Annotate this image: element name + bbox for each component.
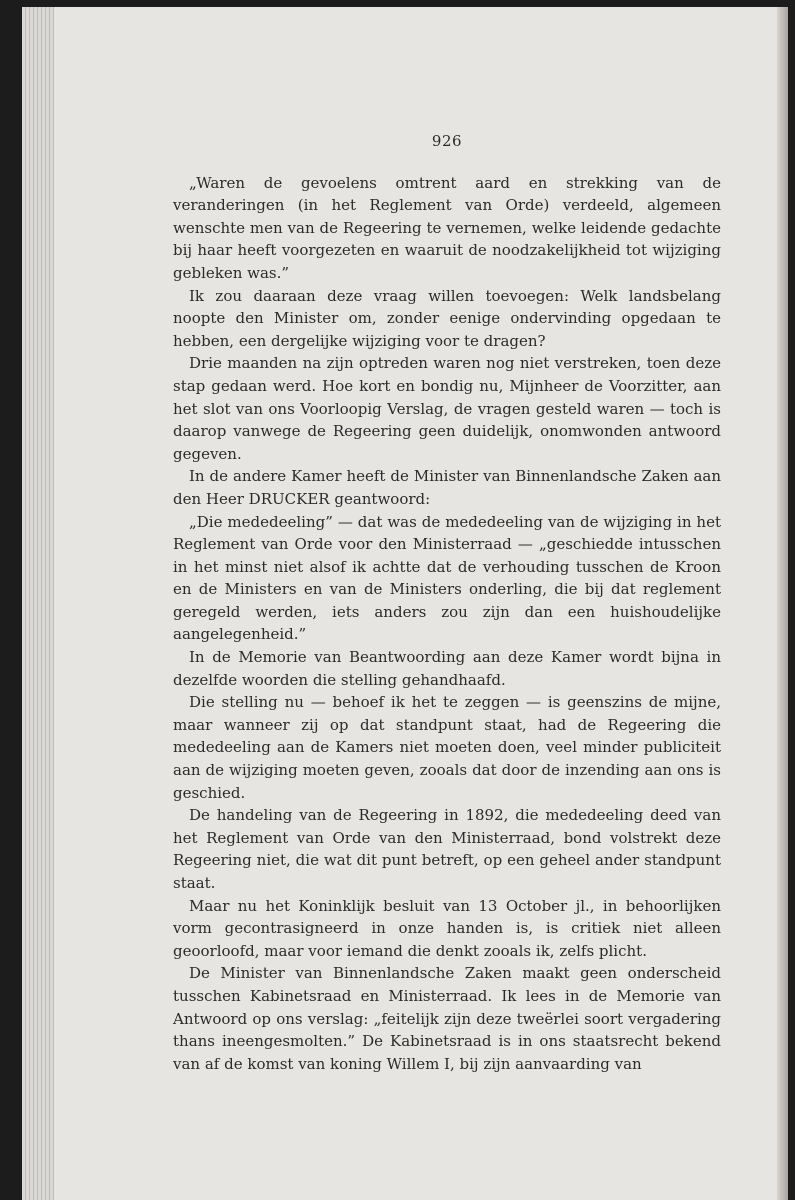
paragraph: De handeling van de Regeering in 1892, die mededeeling deed van het Reglement van Orde van den Ministerraad, bond volstrekt deze Regeering niet, die wat dit punt betreft, op een geheel ander standpunt staat. <box>173 806 721 892</box>
paragraph: In de andere Kamer heeft de Minister van Binnenlandsche Zaken aan den Heer DRUCKER geantwoord: <box>173 467 721 508</box>
paragraph: „Waren de gevoelens omtrent aard en strekking van de veranderingen (in het Reglement van Orde) verdeeld, algemeen wenschte men van de Regeering te vernemen, welke leidende gedachte bij haar heeft voorgezeten en waaruit de noodzakelijkheid tot wijziging gebleken was.” <box>173 173 721 282</box>
paragraph: De Minister van Binnenlandsche Zaken maakt geen onderscheid tusschen Kabinetsraad en Ministerraad. Ik lees in de Memorie van Antwoord op ons verslag: „feitelijk zijn deze tweërlei soort vergadering thans ineengesmolten.” De Kabinetsraad is in ons staatsrecht bekend van af de komst van koning Willem I, bij zijn aanvaarding van <box>173 964 721 1073</box>
page-edge-stack <box>22 7 54 1200</box>
paragraph: „Die mededeeling” — dat was de mededeeling van de wijziging in het Reglement van Orde voor den Ministerraad — „geschiedde intusschen in het minst niet alsof ik achtte dat de verhouding tusschen de Kroon en de Ministers en van de Ministers onderling, die bij dat reglement geregeld werden, iets anders zou zijn dan een huishoudelijke aangelegenheid.” <box>173 512 721 644</box>
page-number: 926 <box>431 132 463 150</box>
paragraph: Maar nu het Koninklijk besluit van 13 October jl., in behoorlijken vorm gecontrasigneerd in onze handen is, is critiek niet alleen geoorloofd, maar voor iemand die denkt zooals ik, zelfs plicht. <box>173 896 721 960</box>
page-content <box>173 130 721 1075</box>
right-page-edge <box>777 7 788 1200</box>
paragraph: In de Memorie van Beantwoording aan deze Kamer wordt bijna in dezelfde woorden die stelling gehandhaafd. <box>173 648 721 689</box>
paragraph: Ik zou daaraan deze vraag willen toevoegen: Welk landsbelang noopte den Minister om, zonder eenige ondervinding opgedaan te hebben, een dergelijke wijziging voor te dragen? <box>173 286 721 350</box>
paragraph: Drie maanden na zijn optreden waren nog niet verstreken, toen deze stap gedaan werd. Hoe kort en bondig nu, Mijnheer de Voorzitter, aan het slot van ons Voorloopig Verslag, de vragen gesteld waren — toch is daarop vanwege de Regeering geen duidelijk, onomwonden antwoord gegeven. <box>173 354 721 463</box>
paragraph: Die stelling nu — behoef ik het te zeggen — is geenszins de mijne, maar wanneer zij op dat standpunt staat, had de Regeering die mededeeling aan de Kamers niet moeten doen, veel minder publiciteit aan de wijziging moeten geven, zooals dat door de inzending aan ons is geschied. <box>173 693 721 802</box>
